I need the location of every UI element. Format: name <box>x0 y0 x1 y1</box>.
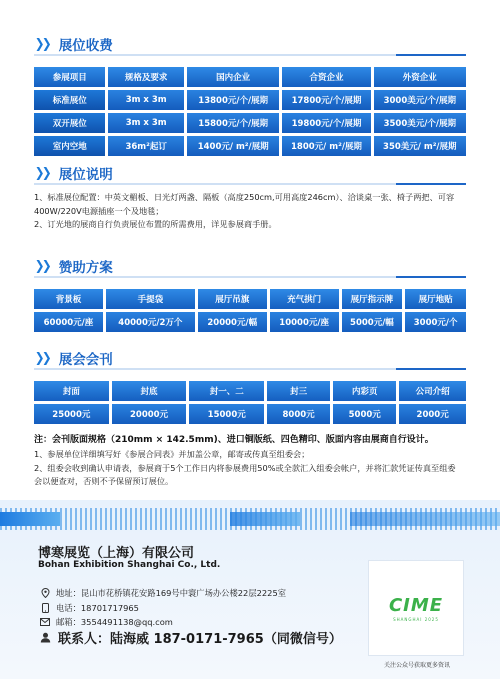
table-header: 公司介绍 <box>399 381 466 401</box>
table-header: 展厅吊旗 <box>198 289 267 309</box>
mail-icon <box>40 617 50 627</box>
table-row <box>34 404 466 424</box>
table-cell: 25000元 <box>34 404 109 424</box>
table-row <box>34 312 466 332</box>
table-cell: 36m²起订 <box>108 136 184 156</box>
table-cell: 20000元 <box>112 404 187 424</box>
table-cell: 19800元/个/展期 <box>282 113 370 133</box>
journal-table <box>31 378 469 427</box>
sponsor-section <box>34 256 466 335</box>
booth-fee-header <box>34 34 466 56</box>
phone-icon <box>40 603 50 613</box>
table-header: 规格及要求 <box>108 67 184 87</box>
address-row <box>40 587 286 599</box>
booth-desc-header <box>34 163 466 185</box>
notes-text <box>34 448 466 489</box>
table-header: 封一、二 <box>189 381 264 401</box>
cime-logo: CIME <box>388 594 444 616</box>
cime-logo-sub: SHANGHAI 2025 <box>393 616 439 622</box>
table-cell: 5000元/幅 <box>342 312 403 332</box>
table-cell: 3500美元/个/展期 <box>374 113 466 133</box>
note-line: 1、参展单位详细填写好《参展合同表》并加盖公章，邮寄或传真至组委会； <box>34 449 310 459</box>
note-line: 2、组委会收到确认申请表，参展商于5个工作日内将参展费用50%或全款汇入组委会帐户，并将汇款凭证传真至组委 <box>34 462 456 473</box>
table-cell: 室内空地 <box>34 136 105 156</box>
email-text: 邮箱：3554491138@qq.com <box>56 617 173 627</box>
notes-section <box>34 432 466 489</box>
double-chevron-icon: ❯❯ <box>34 258 50 274</box>
table-cell: 5000元 <box>333 404 396 424</box>
qr-caption: 关注公众号获取更多资讯 <box>383 662 450 669</box>
table-cell: 15000元 <box>189 404 264 424</box>
table-cell: 40000元/2万个 <box>106 312 195 332</box>
note-line: 会以便查对，否则不予保留预订展位。 <box>34 476 174 486</box>
table-header: 展厅地贴 <box>405 289 466 309</box>
sponsor-header <box>34 256 466 278</box>
table-cell: 标准展位 <box>34 90 105 110</box>
desc-line: 2、订光地的展商自行负责展位布置的所需费用，详见参展商手册。 <box>34 219 277 229</box>
booth-fee-table <box>31 64 469 159</box>
desc-line: 400W/220V电源插座一个及地毯； <box>34 205 164 216</box>
table-cell: 10000元/座 <box>270 312 339 332</box>
section-title: 展会会刊 <box>58 352 113 368</box>
table-cell: 3000元/个 <box>405 312 466 332</box>
table-cell: 20000元/幅 <box>198 312 267 332</box>
user-icon <box>40 632 52 644</box>
double-chevron-icon: ❯❯ <box>34 165 50 181</box>
table-header: 背景板 <box>34 289 103 309</box>
phone-text: 电话：18701717965 <box>56 603 139 613</box>
table-header: 内彩页 <box>333 381 396 401</box>
booth-desc-section <box>34 163 466 232</box>
table-row <box>34 90 466 110</box>
table-header: 外资企业 <box>374 67 466 87</box>
address-text: 地址：昆山市花桥镇花安路169号中寰广场办公楼22层2225室 <box>56 588 287 598</box>
contact-person-text: 联系人：陆海威 187-0171-7965（同微信号） <box>58 632 342 647</box>
table-header: 充气拱门 <box>270 289 339 309</box>
table-cell: 8000元 <box>267 404 330 424</box>
sponsor-table <box>31 286 469 335</box>
table-cell: 17800元/个/展期 <box>282 90 370 110</box>
table-cell: 13800元/个/展期 <box>187 90 279 110</box>
email-row <box>40 616 173 628</box>
double-chevron-icon: ❯❯ <box>34 36 50 52</box>
double-chevron-icon: ❯❯ <box>34 350 50 366</box>
journal-section <box>34 348 466 427</box>
desc-line: 1、标准展位配置：中英文楣板、日光灯两盏、隔板（高度250cm,可用高度246cm）、洽谈桌一张、椅子两把、可容 <box>34 192 455 202</box>
table-cell: 1400元/ m²/展期 <box>187 136 279 156</box>
footer-accent-bar <box>230 512 300 526</box>
journal-header <box>34 348 466 370</box>
location-pin-icon <box>40 588 50 598</box>
table-row <box>34 136 466 156</box>
table-header: 封三 <box>267 381 330 401</box>
table-header: 合资企业 <box>282 67 370 87</box>
footer-accent-bar <box>350 512 500 526</box>
table-cell: 3m x 3m <box>108 113 184 133</box>
table-header: 参展项目 <box>34 67 105 87</box>
booth-desc-text <box>34 191 466 232</box>
table-cell: 1800元/ m²/展期 <box>282 136 370 156</box>
company-name-en: Bohan Exhibition Shanghai Co., Ltd. <box>38 560 221 570</box>
company-name-cn: 博寒展览（上海）有限公司 <box>38 546 195 561</box>
phone-row <box>40 602 139 614</box>
table-cell: 350美元/ m²/展期 <box>374 136 466 156</box>
table-header: 国内企业 <box>187 67 279 87</box>
qr-code-box <box>368 560 464 656</box>
section-title: 展位说明 <box>58 167 113 183</box>
table-cell: 60000元/座 <box>34 312 103 332</box>
table-row <box>34 113 466 133</box>
table-header: 封面 <box>34 381 109 401</box>
section-title: 赞助方案 <box>58 260 113 276</box>
table-cell: 3000美元/个/展期 <box>374 90 466 110</box>
notes-title: 注：会刊版面规格（210mm × 142.5mm)、进口铜版纸、四色精印、版面内容由展商自行设计。 <box>34 435 434 445</box>
table-header: 手提袋 <box>106 289 195 309</box>
table-header: 展厅指示牌 <box>342 289 403 309</box>
section-title: 展位收费 <box>58 38 113 54</box>
table-cell: 3m x 3m <box>108 90 184 110</box>
contact-person-row <box>40 628 342 647</box>
footer-accent-bar <box>0 512 60 526</box>
booth-fee-section <box>34 34 466 159</box>
table-cell: 2000元 <box>399 404 466 424</box>
table-cell: 双开展位 <box>34 113 105 133</box>
table-cell: 15800元/个/展期 <box>187 113 279 133</box>
table-header: 封底 <box>112 381 187 401</box>
